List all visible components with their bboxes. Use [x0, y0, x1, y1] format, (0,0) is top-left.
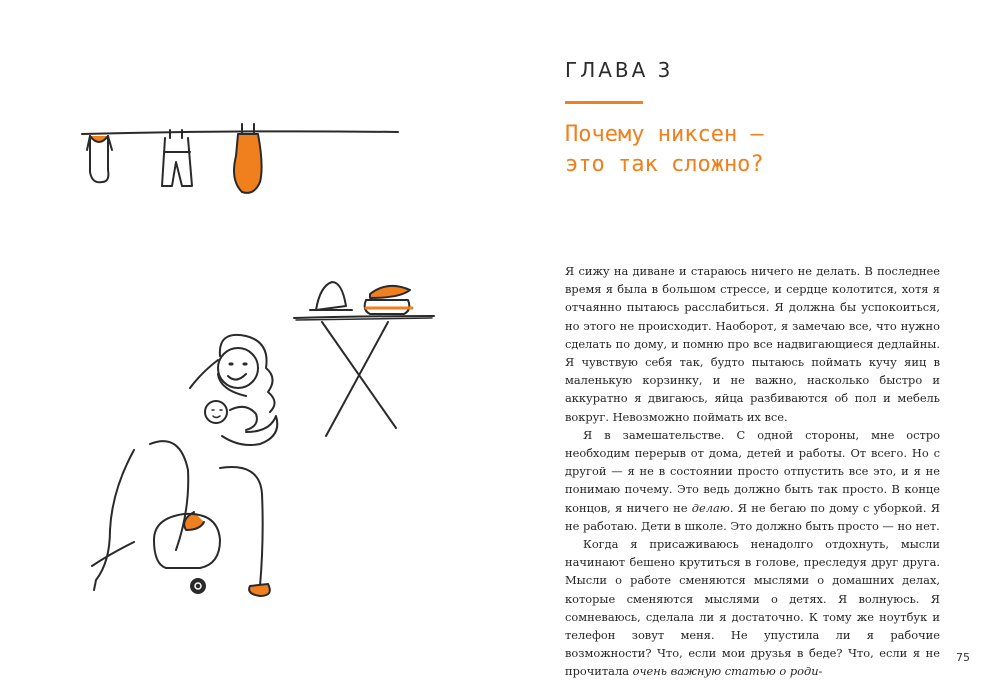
clothesline-drawing	[82, 124, 398, 193]
paragraph-1: Я сижу на диване и стараюсь ничего не делать. В последнее время я была в большом стрессе, и сердце колотится, хотя я отчаянно пытаюсь расслабиться. Я должна бы успокоиться, но этого не происходит. Наоборот, я замечаю все, что нужно сделать по дому, и помню про все надвигающиеся дедлайны. Я чувствую себя так, будто пытаюсь поймать кучу яиц в маленькую корзинку, и не важно, насколько быстро и аккуратно я двигаюсь, яйца разбиваются об пол и мебель вокруг. Невозможно поймать их все.	[565, 264, 940, 424]
paragraph-2	[565, 426, 940, 535]
page-number: 75	[956, 651, 970, 664]
illustration-mother-chores	[70, 110, 460, 630]
paragraph-2-emphasis: делаю	[691, 500, 730, 515]
paragraph-2-text-b: . Я не бегаю по дому с уборкой. Я не работаю. Дети в школе. Это должно быть просто — но нет.	[565, 500, 940, 533]
woman-drawing	[94, 335, 277, 596]
paragraph-3	[565, 535, 940, 681]
chapter-title	[565, 120, 945, 180]
chapter-title-line2: это так сложно?	[565, 152, 764, 177]
ironing-board-drawing	[294, 282, 434, 436]
chapter-divider	[565, 101, 643, 104]
chapter-label: ГЛАВА 3	[565, 58, 674, 82]
paragraph-2-text-a: Я в замешательстве. С одной стороны, мне остро необходим перерыв от дома, детей и работы. От всего. Но с другой — я не в состоянии просто отпустить все это, и я не понимаю почему. Это ведь должно быть так просто. В конце концов, я ничего не	[565, 427, 940, 515]
paragraph-3-text: Когда я присаживаюсь ненадолго отдохнуть, мысли начинают бешено крутиться в голове, преследуя друг друга. Мысли о работе сменяются мыслями о домашних делах, которые сменяются мыслями о детях. Я волнуюсь. Я сомневаюсь, сделала ли я достаточно. К тому же ноутбук и телефон зовут меня. Не упустила ли я рабочие возможности? Что, если мои друзья в беде? Что, если я не прочитала	[565, 537, 940, 679]
chapter-title-line1: Почему никсен —	[565, 122, 764, 147]
chapter-body-text	[565, 262, 940, 681]
paragraph-3-emphasis: очень важную статью о роди-	[632, 664, 823, 679]
